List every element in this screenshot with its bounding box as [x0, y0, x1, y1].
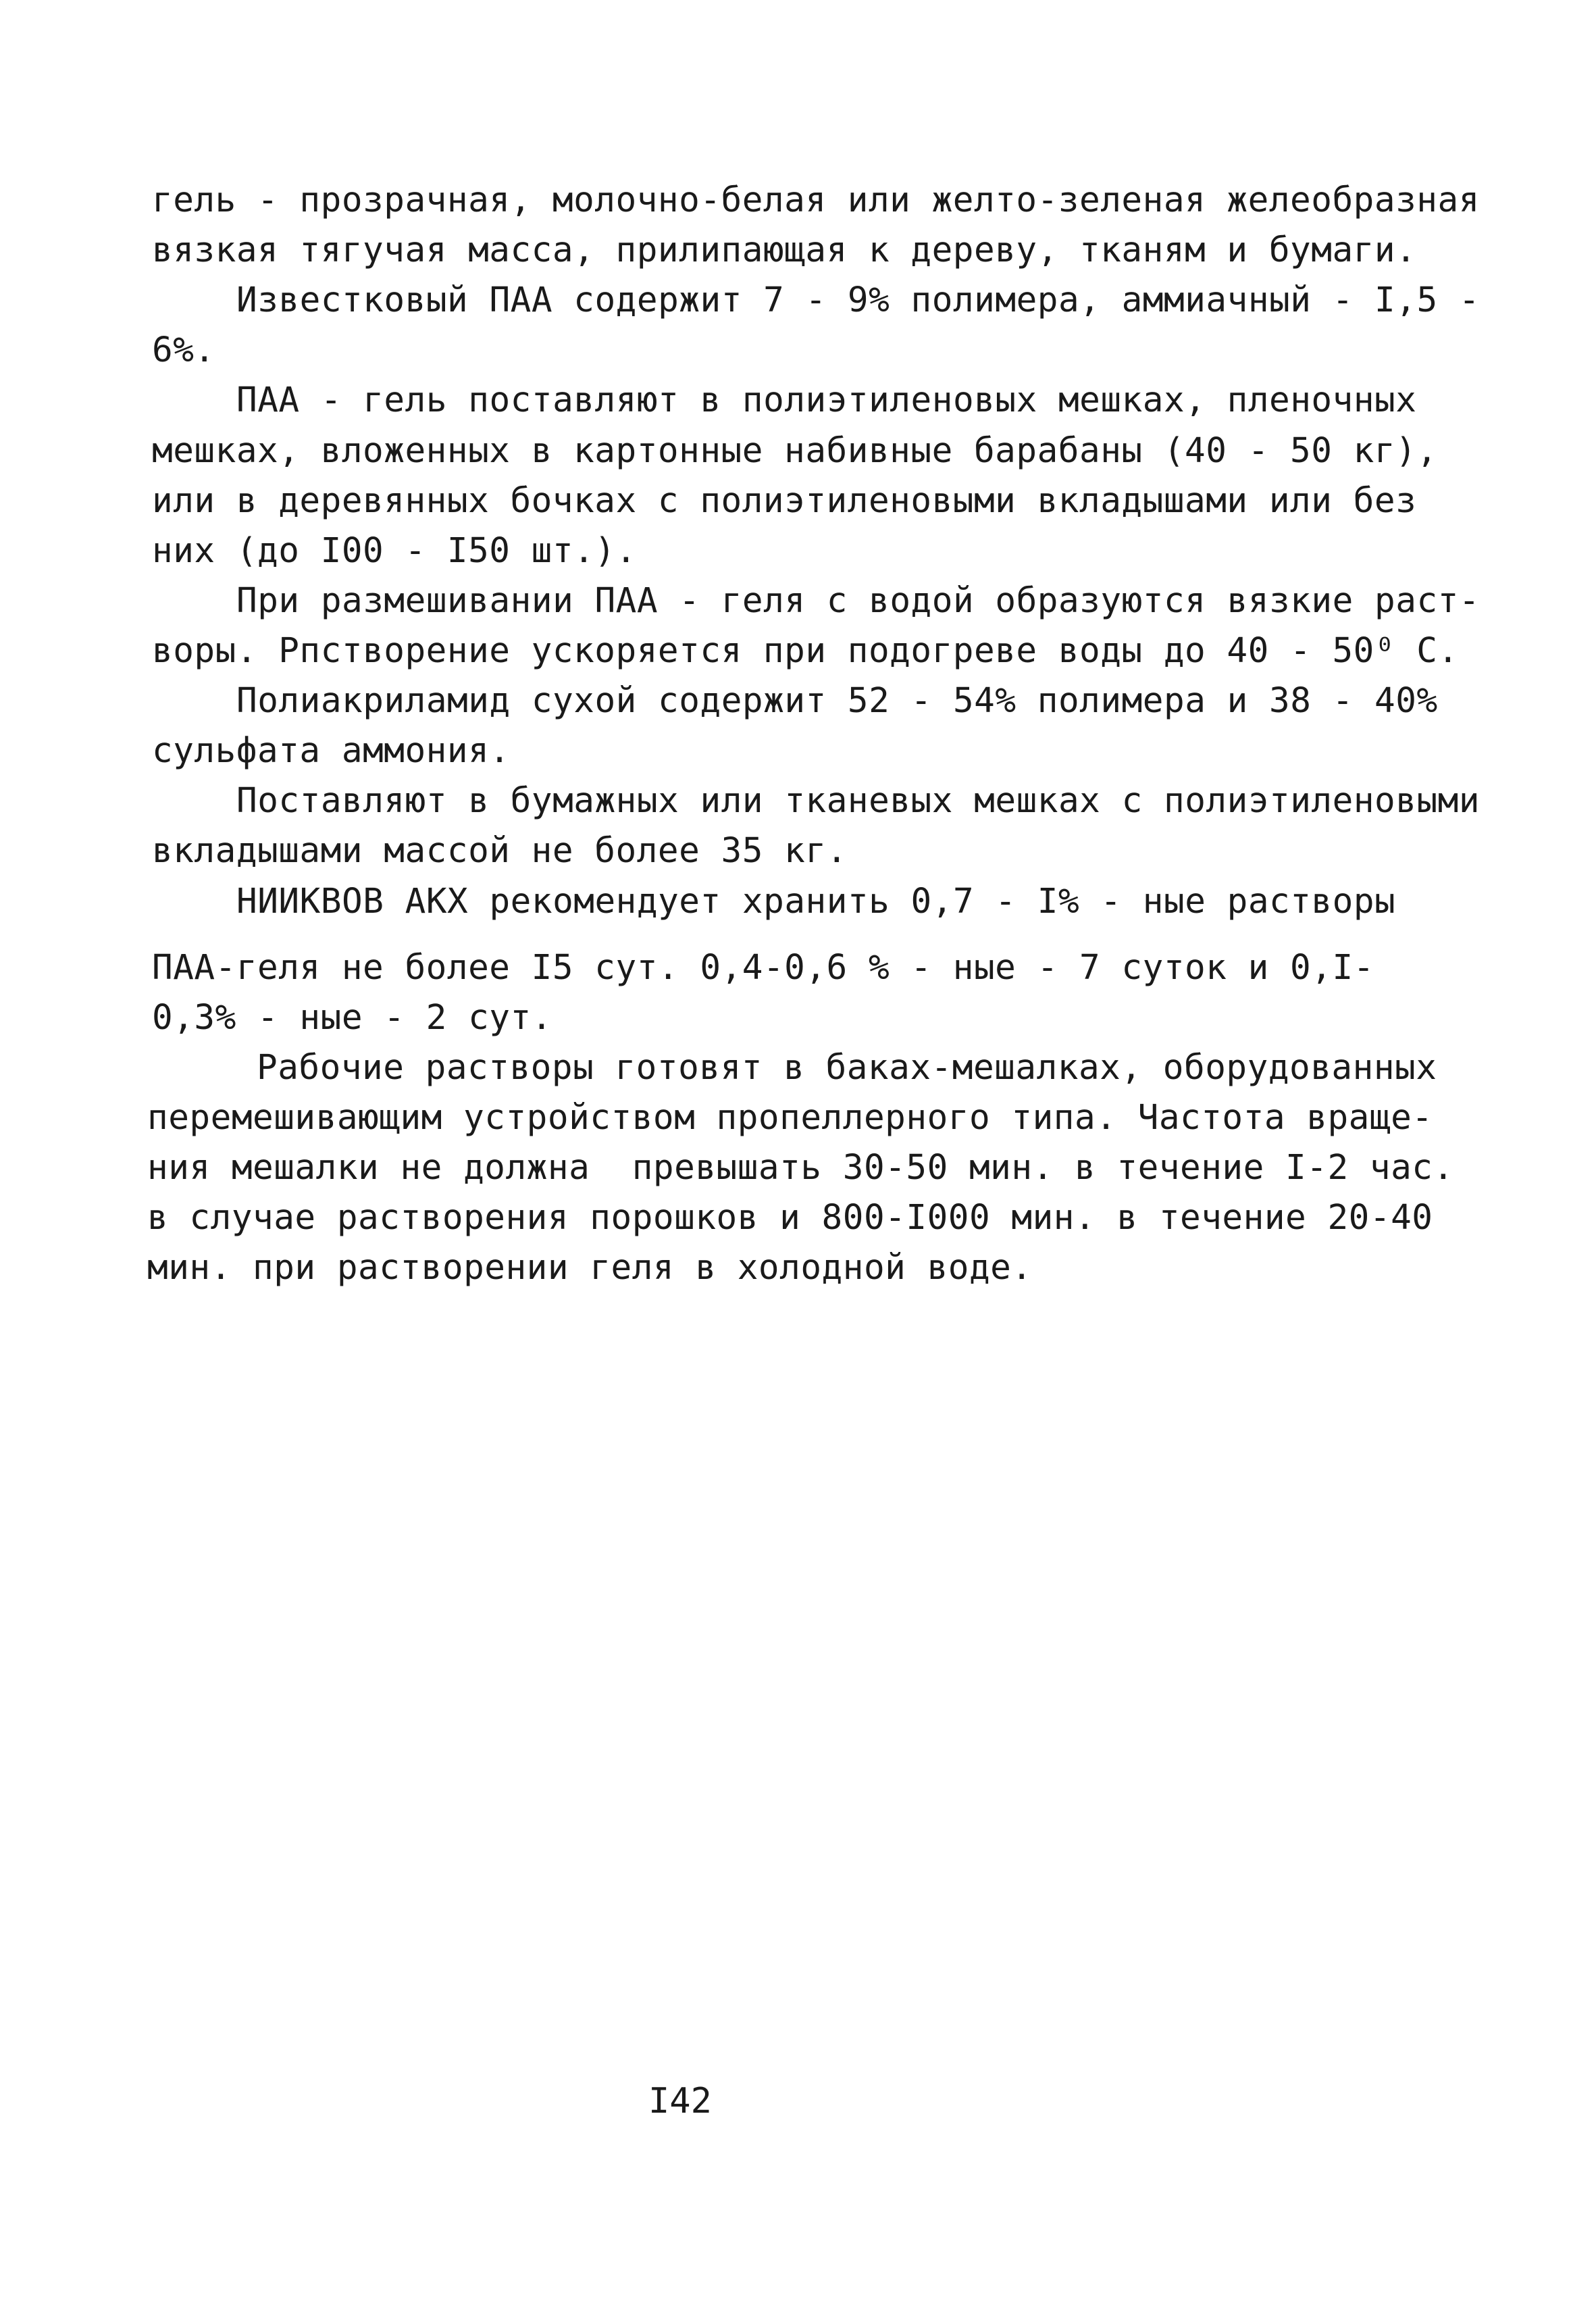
text-line: ПАА - гель поставляют в полиэтиленовых мешках, пленочных	[236, 380, 1417, 420]
text-line: НИИКВОВ АКХ рекомендует хранить 0,7 - I% - ные растворы	[236, 882, 1396, 922]
text-line: или в деревянных бочках с полиэтиленовыми вкладышами или без	[152, 481, 1417, 521]
text-line: сульфата аммония.	[152, 731, 511, 771]
text-line: Поставляют в бумажных или тканевых мешках с полиэтиленовыми	[236, 781, 1481, 821]
text-line: вкладышами массой не более 35 кг.	[152, 831, 848, 871]
page-number: I42	[648, 2081, 712, 2121]
text-line: Известковый ПАА содержит 7 - 9% полимера, аммиачный - I,5 -	[236, 280, 1481, 320]
text-line: 0,3% - ные - 2 сут.	[152, 998, 552, 1038]
text-line: них (до I00 - I50 шт.).	[152, 531, 637, 571]
text-line: вязкая тягучая масса, прилипающая к дереву, тканям и бумаги.	[152, 230, 1417, 270]
text-line: в случае растворения порошков и 800-I000 мин. в течение 20-40	[147, 1198, 1433, 1238]
text-line: Полиакриламид сухой содержит 52 - 54% полимера и 38 - 40%	[236, 681, 1438, 721]
text-line: ния мешалки не должна превышать 30-50 мин. в течение I-2 час.	[147, 1148, 1454, 1188]
text-line: 6%.	[152, 330, 215, 370]
text-line: гель - прозрачная, молочно-белая или желто-зеленая желеобразная	[152, 180, 1480, 220]
text-line: ПАА-геля не более I5 сут. 0,4-0,6 % - ные - 7 суток и 0,I-	[152, 948, 1374, 988]
text-line: мешках, вложенных в картонные набивные барабаны (40 - 50 кг),	[152, 431, 1438, 471]
text-line: Рабочие растворы готовят в баках-мешалках, оборудованных	[257, 1048, 1437, 1088]
text-line: При размешивании ПАА - геля с водой образуются вязкие раст-	[236, 581, 1481, 621]
text-line: перемешивающим устройством пропеллерного типа. Частота враще-	[147, 1098, 1433, 1138]
text-line: мин. при растворении геля в холодной воде.	[147, 1248, 1033, 1288]
text-line: воры. Рпстворение ускоряется при подогреве воды до 40 - 50⁰ С.	[152, 631, 1459, 671]
